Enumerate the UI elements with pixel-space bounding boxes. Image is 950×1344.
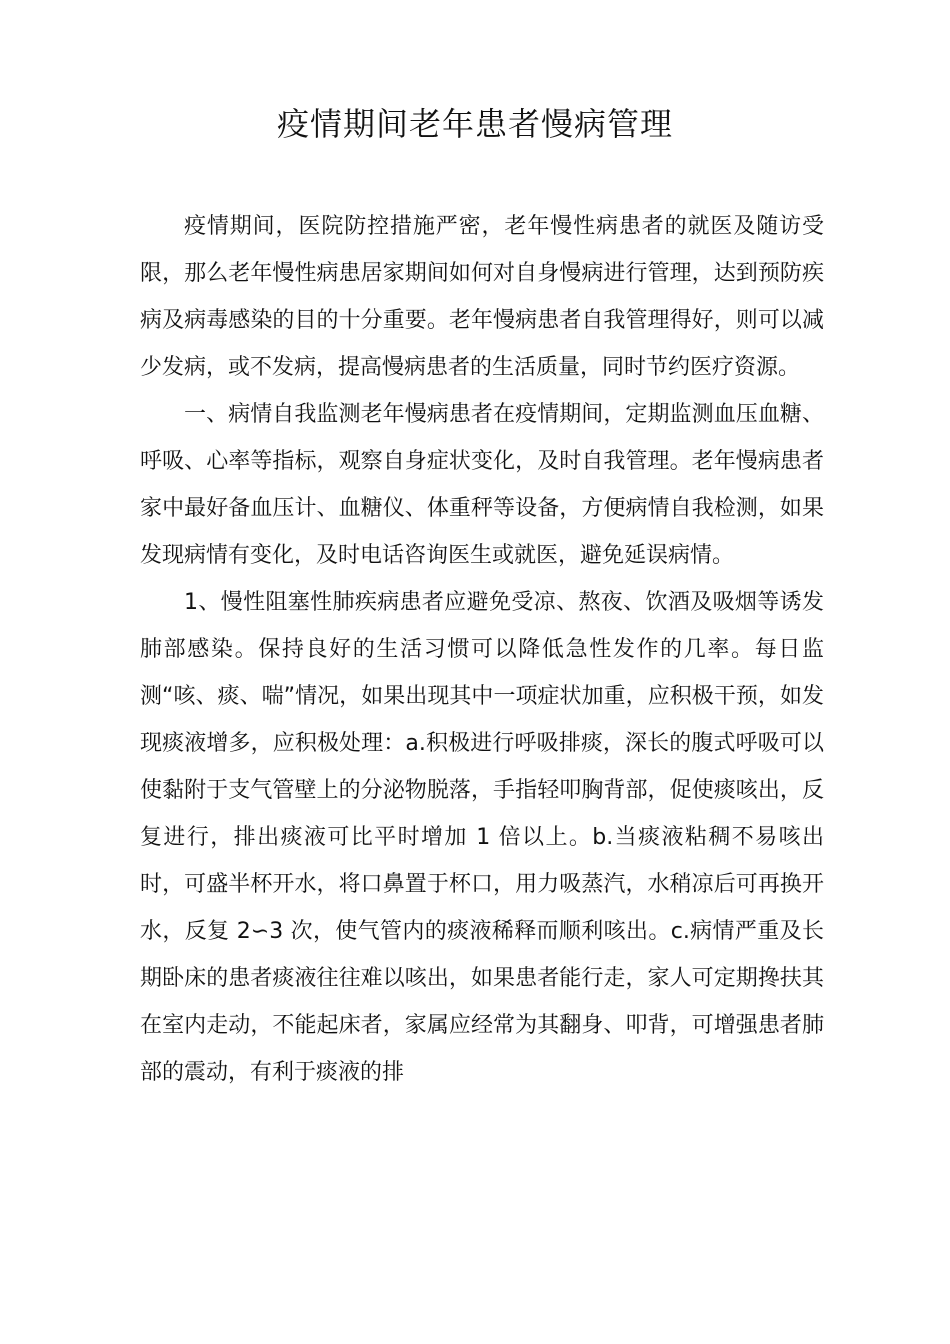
document-body bbox=[140, 203, 824, 1096]
document-title: 疫情期间老年患者慢病管理 bbox=[276, 105, 673, 143]
paragraph-copd: 1、慢性阻塞性肺疾病患者应避免受凉、熬夜、饮酒及吸烟等诱发肺部感染。保持良好的生活习惯可以降低急性发作的几率。每日监测“咳、痰、喘”情况，如果出现其中一项症状加重，应积极干预，如发现痰液增多，应积极处理：a.积极进行呼吸排痰，深长的腹式呼吸可以使黏附于支气管壁上的分泌物脱落，手指轻叩胸背部，促使痰咳出，反复进行，排出痰液可比平时增加 1 倍以上。b.当痰液粘稠不易咳出时，可盛半杯开水，将口鼻置于杯口，用力吸蒸汽，水稍凉后可再换开水，反复 2∽3 次，使气管内的痰液稀释而顺利咳出。c.病情严重及长期卧床的患者痰液往往难以咳出，如果患者能行走，家人可定期搀扶其在室内走动，不能起床者，家属应经常为其翻身、叩背，可增强患者肺部的震动，有利于痰液的排 bbox=[140, 590, 824, 1085]
paragraph-intro: 疫情期间，医院防控措施严密，老年慢性病患者的就医及随访受限，那么老年慢性病患居家期间如何对自身慢病进行管理，达到预防疾病及病毒感染的目的十分重要。老年慢病患者自我管理得好，则可以减少发病，或不发病，提高慢病患者的生活质量，同时节约医疗资源。 bbox=[140, 214, 824, 380]
paragraph-self-monitoring: 一、病情自我监测老年慢病患者在疫情期间，定期监测血压血糖、呼吸、心率等指标，观察自身症状变化，及时自我管理。老年慢病患者家中最好备血压计、血糖仪、体重秤等设备，方便病情自我检测，如果发现病情有变化，及时电话咨询医生或就医，避免延误病情。 bbox=[140, 402, 824, 568]
